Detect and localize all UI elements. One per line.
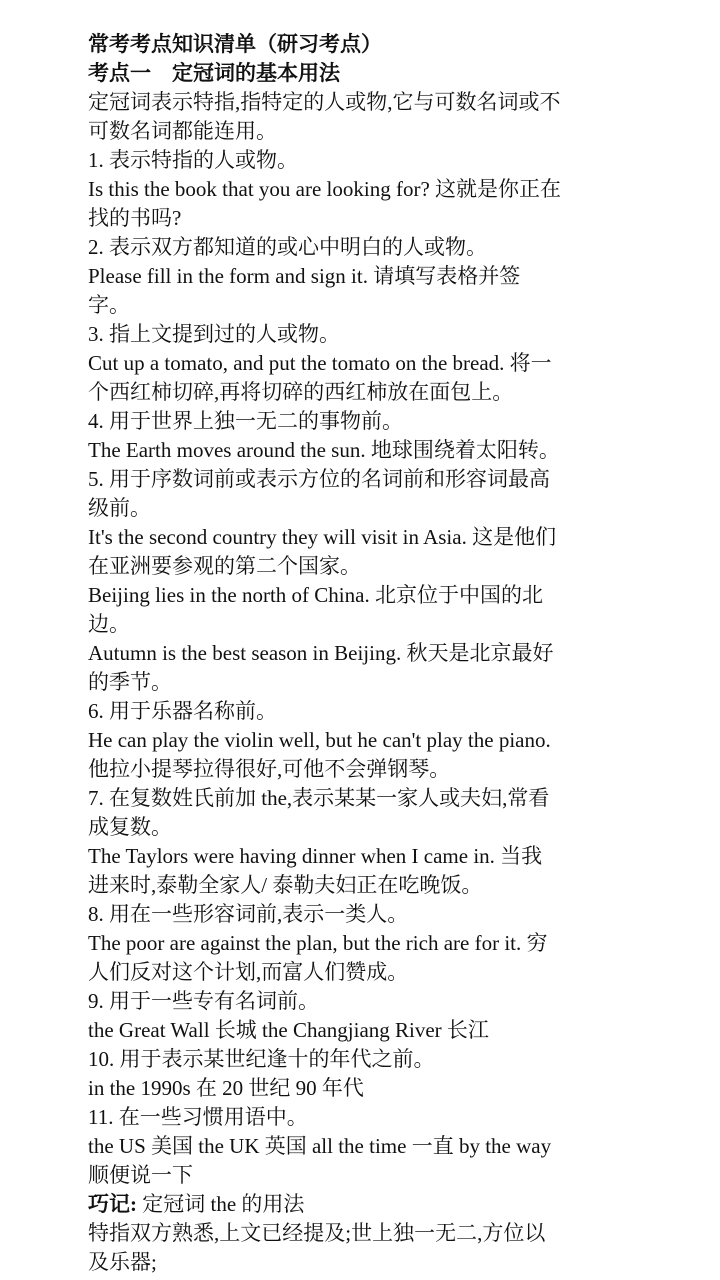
text-line: 1. 表示特指的人或物。 <box>88 148 298 172</box>
memory-tip-line <box>88 1190 696 1219</box>
memory-tip-label: 巧记: <box>88 1192 137 1216</box>
text-line: 字。 <box>88 293 130 317</box>
page-title: 常考考点知识清单（研习考点） <box>88 32 382 56</box>
text-line: 他拉小提琴拉得很好,可他不会弹钢琴。 <box>88 757 451 781</box>
text-line: 找的书吗? <box>88 206 182 230</box>
text-line: 10. 用于表示某世纪逢十的年代之前。 <box>88 1047 435 1071</box>
section-heading: 考点一 定冠词的基本用法 <box>88 61 340 85</box>
memory-tip-text <box>88 1219 696 1277</box>
top-spacer <box>88 0 696 30</box>
text-line: The Taylors were having dinner when I came in. 当我 <box>88 844 543 868</box>
text-line: Autumn is the best season in Beijing. 秋天是北京最好 <box>88 641 554 665</box>
text-line: 3. 指上文提到过的人或物。 <box>88 322 340 346</box>
text-line: 定冠词表示特指,指特定的人或物,它与可数名词或不 <box>88 90 561 114</box>
text-line: 8. 用在一些形容词前,表示一类人。 <box>88 902 409 926</box>
text-line: the Great Wall 长城 the Changjiang River 长江 <box>88 1018 489 1042</box>
text-line: in the 1990s 在 20 世纪 90 年代 <box>88 1076 364 1100</box>
text-line: Please fill in the form and sign it. 请填写表格并签 <box>88 264 521 288</box>
text-line: 顺便说一下 <box>88 1163 193 1187</box>
text-line: 成复数。 <box>88 815 172 839</box>
text-line: 人们反对这个计划,而富人们赞成。 <box>88 960 409 984</box>
text-line: It's the second country they will visit in Asia. 这是他们 <box>88 525 557 549</box>
text-line: 级前。 <box>88 496 151 520</box>
text-line: Is this the book that you are looking for? 这就是你正在 <box>88 177 562 201</box>
text-line: 2. 表示双方都知道的或心中明白的人或物。 <box>88 235 487 259</box>
document-page <box>88 0 696 1280</box>
memory-tip-title: 定冠词 the 的用法 <box>137 1192 305 1216</box>
tip-line: 及乐器; <box>88 1250 157 1274</box>
body-text <box>88 88 696 1190</box>
text-line: 在亚洲要参观的第二个国家。 <box>88 554 361 578</box>
text-line: 边。 <box>88 612 130 636</box>
tip-line: 特指双方熟悉,上文已经提及;世上独一无二,方位以 <box>88 1221 546 1245</box>
text-line: 11. 在一些习惯用语中。 <box>88 1105 308 1129</box>
text-line: 4. 用于世界上独一无二的事物前。 <box>88 409 403 433</box>
text-line: 的季节。 <box>88 670 172 694</box>
text-line: the US 美国 the UK 英国 all the time 一直 by the way <box>88 1134 552 1158</box>
text-line: 7. 在复数姓氏前加 the,表示某某一家人或夫妇,常看 <box>88 786 550 810</box>
text-line: The poor are against the plan, but the rich are for it. 穷 <box>88 931 548 955</box>
text-line: He can play the violin well, but he can't play the piano. <box>88 728 551 752</box>
text-line: 6. 用于乐器名称前。 <box>88 699 277 723</box>
text-line: 5. 用于序数词前或表示方位的名词前和形容词最高 <box>88 467 550 491</box>
text-line: The Earth moves around the sun. 地球围绕着太阳转。 <box>88 438 560 462</box>
text-line: 个西红柿切碎,再将切碎的西红柿放在面包上。 <box>88 380 514 404</box>
text-line: 可数名词都能连用。 <box>88 119 277 143</box>
text-line: Beijing lies in the north of China. 北京位于中国的北 <box>88 583 543 607</box>
text-line: 9. 用于一些专有名词前。 <box>88 989 319 1013</box>
text-line: 进来时,泰勒全家人/ 泰勒夫妇正在吃晚饭。 <box>88 873 483 897</box>
text-line: Cut up a tomato, and put the tomato on the bread. 将一 <box>88 351 552 375</box>
